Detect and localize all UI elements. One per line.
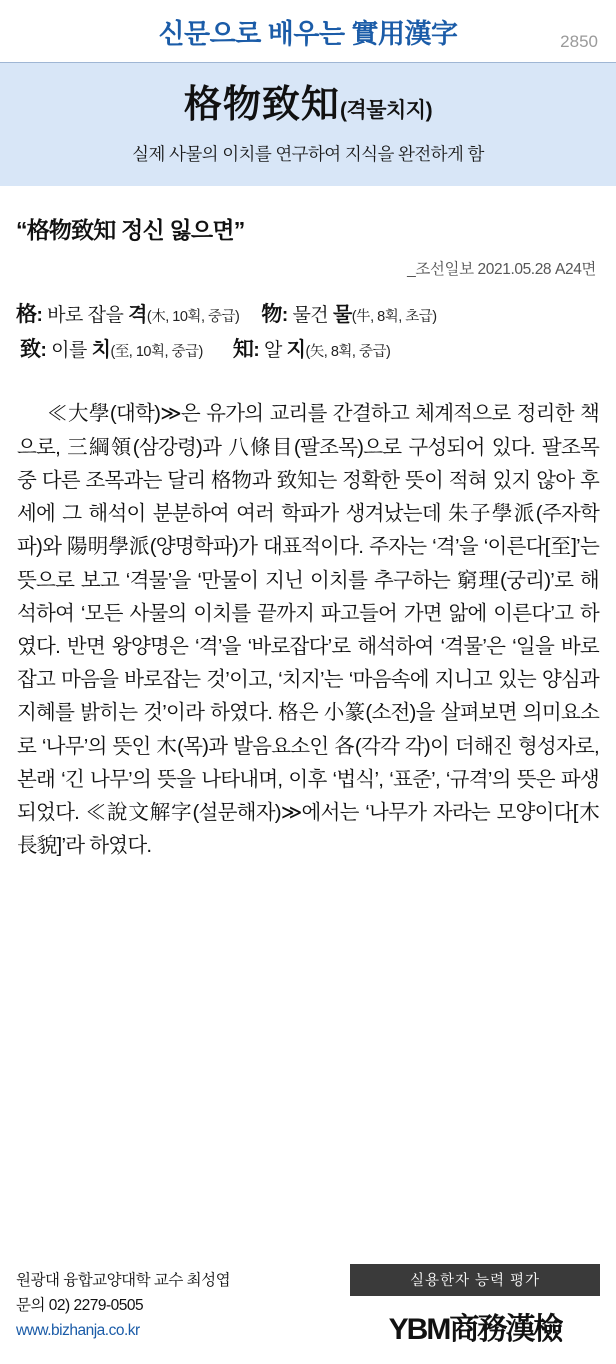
quote-text: “格物致知 정신 잃으면” <box>16 216 245 243</box>
definition-colon: : <box>36 304 43 326</box>
definition-char: 物 <box>261 302 282 326</box>
footer-credits <box>16 1262 230 1343</box>
definition-korean: 지 <box>286 339 306 362</box>
definition-entry-4 <box>233 336 390 364</box>
definition-note: (牛, 8획, 초급) <box>351 308 437 325</box>
certification-block <box>350 1262 600 1348</box>
article-body <box>0 371 616 862</box>
website-link[interactable]: www.bizhanja.co.kr <box>16 1322 140 1340</box>
definition-colon: : <box>40 340 47 362</box>
definition-char: 格 <box>16 302 37 326</box>
definition-char: 知 <box>232 338 254 362</box>
definition-note: (至, 10획, 중급) <box>110 344 203 361</box>
character-definitions <box>0 279 616 365</box>
definition-korean: 격 <box>128 303 147 326</box>
hanja-title-reading: (격물치지) <box>339 99 433 122</box>
definition-meaning: 바로 잡을 <box>47 304 124 326</box>
ybm-logo-text: YBM商務漢檢 <box>388 1313 562 1346</box>
definition-note: (木, 10획, 중급) <box>146 308 240 325</box>
masthead <box>0 0 616 63</box>
definition-note: (矢, 8획, 중급) <box>305 344 391 361</box>
definition-row <box>16 301 600 329</box>
quote-block <box>0 186 616 279</box>
title-band <box>0 63 616 186</box>
definition-entry-1 <box>16 301 239 329</box>
definition-char: 致 <box>20 338 41 362</box>
article-paragraph: ≪大學(대학)≫은 유가의 교리를 간결하고 체계적으로 정리한 책으로, 三綱領(삼강령)과 八條目(팔조목)으로 구성되어 있다. 팔조목 중 다른 조목과는 달리 格物과 致知는 정확한 뜻이 적혀 있지 않아 후세에 그 해석이 분분하여 여러 학파가 생겨났는데 朱子學派(주자학파)와 陽明學派(양명학파)가 대표적이다. 주자는 ‘격’을 ‘이른다[至]’는 뜻으로 보고 ‘격물’을 ‘만물이 지닌 이치를 추구하는 窮理(궁리)’로 해석하여 ‘모든 사물의 이치를 끝까지 파고들어 가면 앎에 이른다’고 하였다. 반면 왕양명은 ‘격’을 ‘바로잡다’로 해석하여 ‘격물’은 ‘일을 바로 잡고 마음을 바로잡는 것’이고, ‘치지’는 ‘마음속에 지니고 있는 양심과 지혜를 밝히는 것’이라 하였다. 格은 小篆(소전)을 살펴보면 의미요소로 ‘나무’의 뜻인 木(목)과 발음요소인 各(각각 각)이 더해진 형성자로, 본래 ‘긴 나무’의 뜻을 나타내며, 이후 ‘법식’, ‘표준’, ‘규격’의 뜻은 파생되었다. ≪說文解字(설문해자)≫에서는 ‘나무가 자라는 모양이다[木長貌]’라 하였다. <box>17 402 599 858</box>
masthead-title: 신문으로 배우는 實用漢字 <box>158 18 458 49</box>
author-line: 원광대 융합교양대학 교수 최성엽 <box>16 1272 231 1289</box>
definition-entry-3 <box>20 336 203 364</box>
ybm-logo <box>350 1304 600 1348</box>
definition-row <box>16 336 600 364</box>
definition-meaning: 알 <box>263 340 282 362</box>
definition-meaning: 이를 <box>51 340 87 362</box>
hanja-title-subtitle: 실제 사물의 이치를 연구하여 지식을 완전하게 함 <box>132 143 484 164</box>
definition-meaning: 물건 <box>292 304 329 326</box>
definition-entry-2 <box>261 301 436 329</box>
issue-number: 2850 <box>560 32 598 51</box>
hanja-title <box>0 85 616 127</box>
quote-source: _조선일보 2021.05.28 A24면 <box>407 260 596 278</box>
footer <box>0 1252 616 1364</box>
definition-korean: 치 <box>91 339 111 362</box>
definition-colon: : <box>253 340 260 362</box>
definition-korean: 물 <box>332 303 352 326</box>
evaluation-label: 실용한자 능력 평가 <box>350 1264 600 1296</box>
contact-line: 문의 02) 2279-0505 <box>16 1297 144 1315</box>
definition-colon: : <box>281 304 288 326</box>
hanja-title-characters: 格物致知 <box>183 84 340 126</box>
